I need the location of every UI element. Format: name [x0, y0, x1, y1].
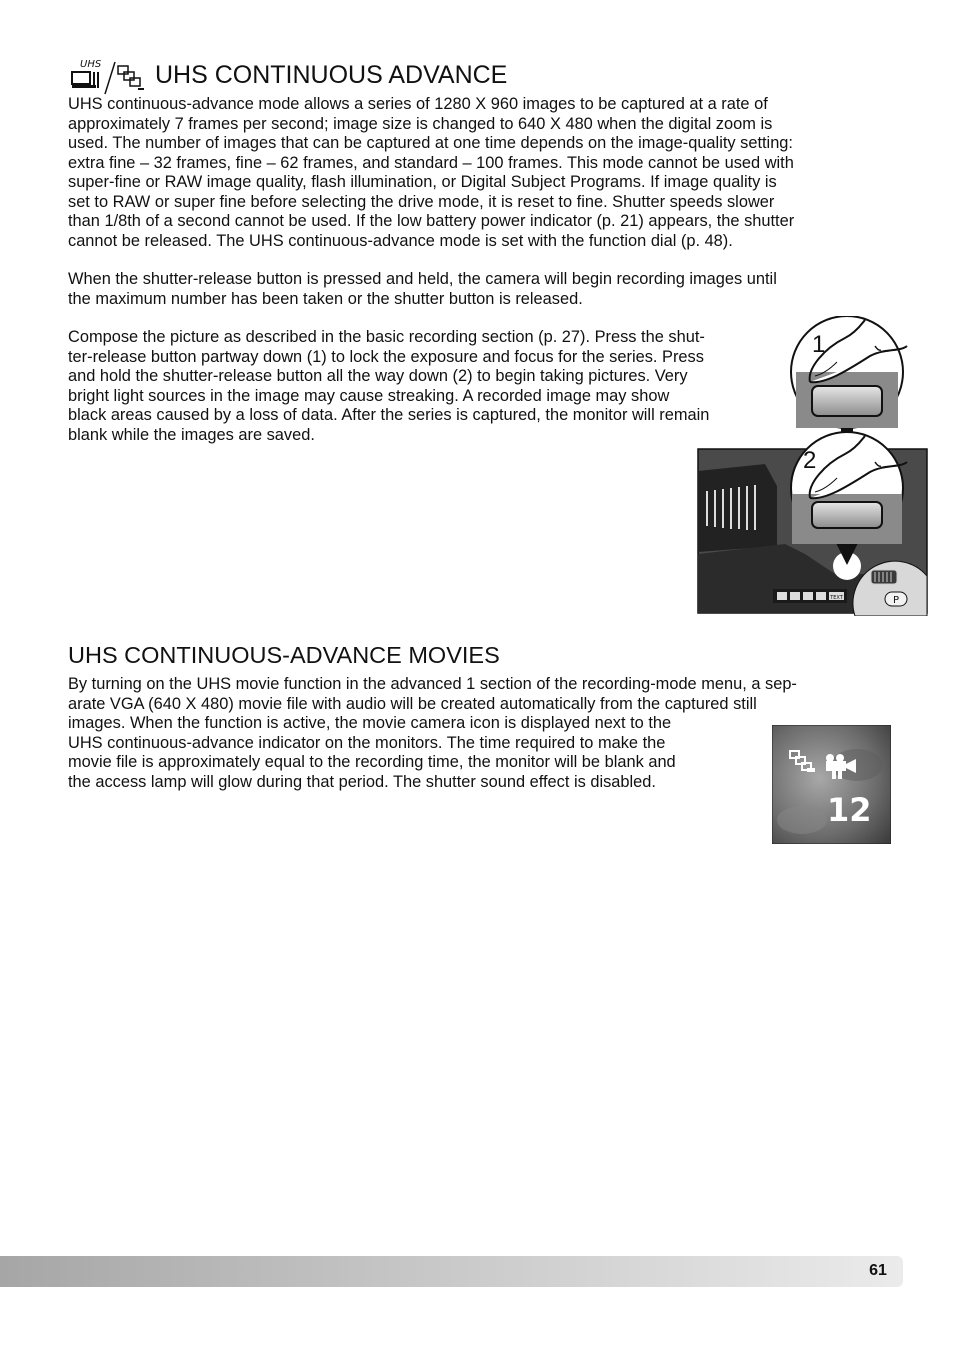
footer-bar: [0, 1256, 903, 1287]
paragraph-line: and hold the shutter-release button all the way down (2) to begin taking pictures. Very: [68, 367, 688, 385]
paragraph-line: Compose the picture as described in the basic recording section (p. 27). Press the shut-: [68, 328, 705, 346]
shutter-release-illustration: [695, 316, 931, 616]
paragraph-line: super-fine or RAW image quality, flash illumination, or Digital Subject Programs. If image quality is: [68, 173, 777, 191]
paragraph-line: the access lamp will glow during that period. The shutter sound effect is disabled.: [68, 772, 656, 791]
paragraph-line: images. When the function is active, the movie camera icon is displayed next to the: [68, 714, 672, 732]
paragraph-line: extra fine – 32 frames, fine – 62 frames, and standard – 100 frames. This mode cannot be used with: [68, 153, 794, 172]
paragraph-line: the maximum number has been taken or the shutter button is released.: [68, 289, 583, 308]
paragraph-line: used. The number of images that can be captured at one time depends on the image-quality setting:: [68, 134, 793, 152]
page-number: 61: [869, 1262, 887, 1279]
frame-counter: 12: [827, 791, 872, 829]
paragraph-line: cannot be released. The UHS continuous-advance mode is set with the function dial (p. 48).: [68, 231, 733, 250]
section-title-uhs-continuous-advance: UHS CONTINUOUS ADVANCE: [155, 61, 508, 89]
paragraph-line: When the shutter-release button is pressed and held, the camera will begin recording images until: [68, 270, 777, 288]
step-2-label: 2: [803, 447, 817, 474]
paragraph-line: set to RAW or super fine before selecting the drive mode, it is reset to fine. Shutter speeds slower: [68, 192, 775, 211]
paragraph-line: black areas caused by a loss of data. After the series is captured, the monitor will remain: [68, 406, 710, 424]
paragraph-line: movie file is approximately equal to the recording time, the monitor will be blank and: [68, 753, 676, 771]
paragraph-line: blank while the images are saved.: [68, 425, 315, 444]
paragraph-line: UHS continuous-advance mode allows a series of 1280 X 960 images to be captured at a rate of: [68, 95, 768, 113]
paragraph-line: UHS continuous-advance indicator on the monitors. The time required to make the: [68, 733, 666, 752]
paragraph-line: approximately 7 frames per second; image size is changed to 640 X 480 when the digital zoom is: [68, 114, 773, 133]
paragraph-line: bright light sources in the image may cause streaking. A recorded image may show: [68, 386, 670, 405]
uhs-drive-mode-icon: [68, 58, 152, 98]
section-title-uhs-movies: UHS CONTINUOUS-ADVANCE MOVIES: [68, 642, 500, 668]
paragraph-line: ter-release button partway down (1) to lock the exposure and focus for the series. Press: [68, 347, 704, 366]
step-1-label: 1: [812, 331, 826, 358]
paragraph-line: arate VGA (640 X 480) movie file with audio will be created automatically from the captured still: [68, 694, 757, 713]
paragraph-line: than 1/8th of a second cannot be used. If the low battery power indicator (p. 21) appears, the shutter: [68, 212, 795, 230]
text-mode-icon-label: TEXT: [830, 595, 843, 601]
mode-dial-label: P: [892, 595, 900, 606]
uhs-icon-label: UHS: [80, 59, 102, 70]
paragraph-line: By turning on the UHS movie function in the advanced 1 section of the recording-mode menu, a sep-: [68, 675, 797, 693]
monitor-uhs-movie-indicator: [772, 725, 891, 844]
half-press-step: [791, 316, 907, 428]
